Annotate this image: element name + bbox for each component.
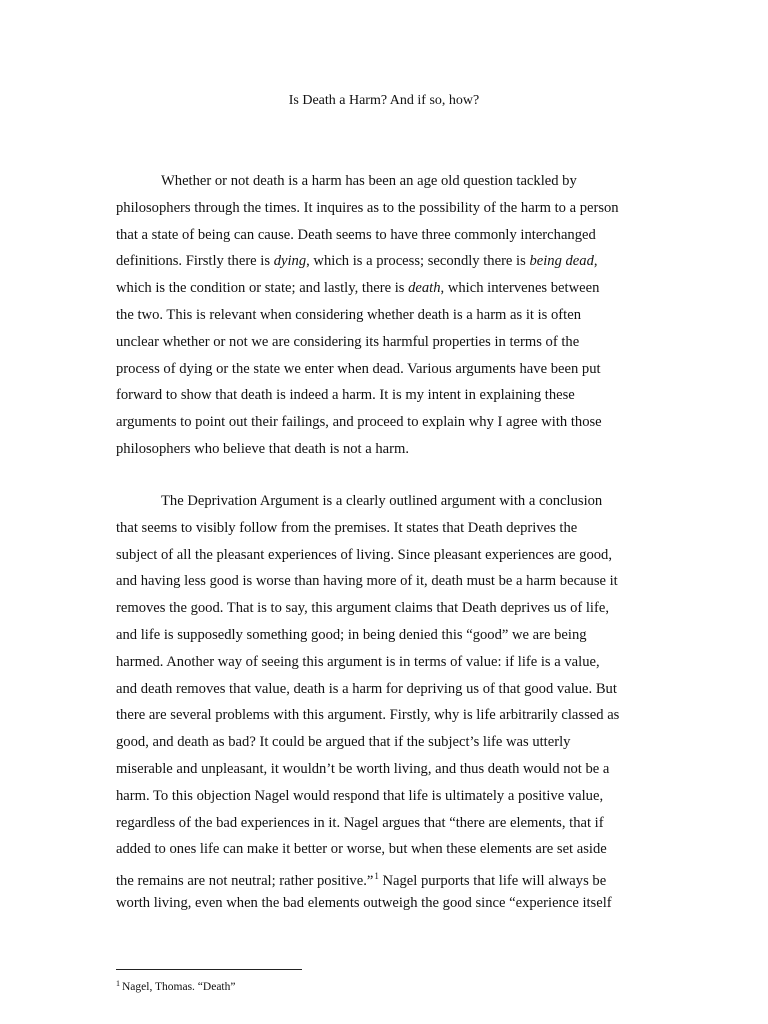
- text-line: philosophers through the times. It inquires as to the possibility of the harm to a person: [116, 199, 619, 216]
- text-line: The Deprivation Argument is a clearly outlined argument with a conclusion: [161, 493, 603, 509]
- text-line: good, and death as bad? It could be argued that if the subject’s life was utterly: [116, 734, 571, 751]
- text-span: , which is a process; secondly there is: [306, 253, 530, 270]
- text-line: process of dying or the state we enter when dead. Various arguments have been put: [116, 360, 601, 377]
- footnote-separator: [116, 969, 302, 970]
- text-line: philosophers who believe that death is not a harm.: [116, 440, 410, 457]
- footnote-text: Nagel, Thomas. “Death”: [122, 981, 236, 993]
- footnote-reference[interactable]: 1: [374, 871, 379, 882]
- text-span: the remains are not neutral; rather positive.”: [116, 873, 374, 890]
- text-line: that seems to visibly follow from the premises. It states that Death deprives the: [116, 519, 578, 536]
- paragraph-intro: [116, 168, 636, 463]
- text-span: , which intervenes between: [440, 280, 600, 297]
- text-line: [116, 275, 636, 302]
- italic-term-death: death: [408, 280, 441, 297]
- text-line: there are several problems with this argument. Firstly, why is life arbitrarily classed as: [116, 707, 620, 724]
- text-line: unclear whether or not we are considering its harmful properties in terms of the: [116, 333, 580, 350]
- text-line: added to ones life can make it better or worse, but when these elements are set aside: [116, 841, 607, 858]
- text-line: and life is supposedly something good; in being denied this “good” we are being: [116, 626, 587, 643]
- text-span: definitions. Firstly there is: [116, 253, 274, 270]
- text-line: the two. This is relevant when considering whether death is a harm as it is often: [116, 306, 581, 323]
- text-line: and having less good is worse than having more of it, death must be a harm because it: [116, 573, 618, 590]
- text-line: forward to show that death is indeed a harm. It is my intent in explaining these: [116, 387, 575, 404]
- text-span: Nagel purports that life will always be: [378, 873, 607, 890]
- text-line: [116, 863, 636, 890]
- text-line: [116, 248, 636, 275]
- paragraph-deprivation-argument: [116, 488, 636, 917]
- text-span: ,: [593, 253, 598, 270]
- text-line: regardless of the bad experiences in it. Nagel argues that “there are elements, that if: [116, 814, 604, 831]
- footnote: [116, 976, 235, 995]
- footnote-number: 1: [116, 979, 120, 988]
- italic-term-being-dead: being dead: [529, 253, 594, 270]
- essay-title: Is Death a Harm? And if so, how?: [288, 93, 480, 108]
- text-line: and death removes that value, death is a harm for depriving us of that good value. But: [116, 680, 617, 697]
- text-line: miserable and unpleasant, it wouldn’t be worth living, and thus death would not be a: [116, 760, 610, 777]
- text-line: worth living, even when the bad elements outweigh the good since “experience itself: [116, 894, 612, 911]
- text-line: subject of all the pleasant experiences of living. Since pleasant experiences are good,: [116, 546, 612, 563]
- text-line: arguments to point out their failings, and proceed to explain why I agree with those: [116, 414, 602, 431]
- text-span: which is the condition or state; and lastly, there is: [116, 280, 409, 297]
- text-line: Whether or not death is a harm has been an age old question tackled by: [161, 173, 577, 189]
- italic-term-dying: dying: [273, 253, 307, 270]
- text-line: removes the good. That is to say, this argument claims that Death deprives us of life,: [116, 600, 609, 617]
- text-line: harm. To this objection Nagel would respond that life is ultimately a positive value,: [116, 787, 604, 804]
- text-line: that a state of being can cause. Death seems to have three commonly interchanged: [116, 226, 596, 243]
- text-line: harmed. Another way of seeing this argument is in terms of value: if life is a value,: [116, 653, 600, 670]
